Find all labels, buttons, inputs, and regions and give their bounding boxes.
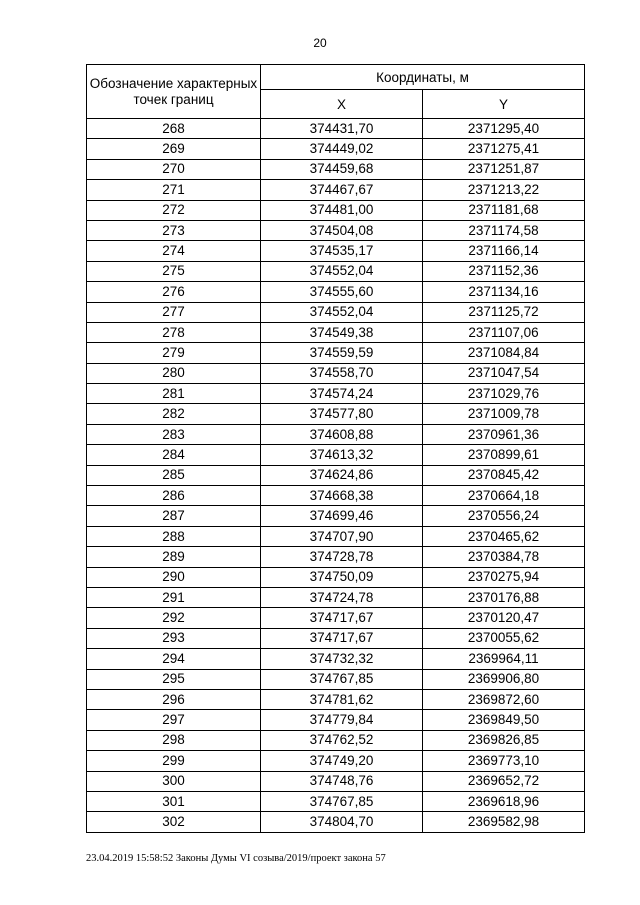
x-coordinate-cell: 374613,32 xyxy=(261,445,423,465)
x-coordinate-cell: 374750,09 xyxy=(261,567,423,587)
y-coordinate-cell: 2370275,94 xyxy=(423,567,585,587)
table-row xyxy=(87,180,585,200)
point-id-cell: 285 xyxy=(87,465,261,485)
x-coordinate-cell: 374559,59 xyxy=(261,343,423,363)
x-coordinate-cell: 374552,04 xyxy=(261,261,423,281)
y-coordinate-cell: 2370556,24 xyxy=(423,506,585,526)
header-point-designation: Обозначение характерных точек границ xyxy=(87,65,261,119)
x-coordinate-cell: 374467,67 xyxy=(261,180,423,200)
x-coordinate-cell: 374804,70 xyxy=(261,812,423,832)
x-coordinate-cell: 374574,24 xyxy=(261,384,423,404)
point-id-cell: 275 xyxy=(87,261,261,281)
point-id-cell: 294 xyxy=(87,649,261,669)
point-id-cell: 300 xyxy=(87,771,261,791)
point-id-cell: 277 xyxy=(87,302,261,322)
point-id-cell: 286 xyxy=(87,486,261,506)
table-header xyxy=(87,65,585,119)
x-coordinate-cell: 374707,90 xyxy=(261,526,423,546)
point-id-cell: 282 xyxy=(87,404,261,424)
x-coordinate-cell: 374535,17 xyxy=(261,241,423,261)
table-row xyxy=(87,567,585,587)
point-id-cell: 272 xyxy=(87,200,261,220)
y-coordinate-cell: 2369964,11 xyxy=(423,649,585,669)
point-id-cell: 288 xyxy=(87,526,261,546)
y-coordinate-cell: 2371009,78 xyxy=(423,404,585,424)
table-row xyxy=(87,159,585,179)
y-coordinate-cell: 2369618,96 xyxy=(423,791,585,811)
y-coordinate-cell: 2371084,84 xyxy=(423,343,585,363)
table-row xyxy=(87,302,585,322)
x-coordinate-cell: 374555,60 xyxy=(261,282,423,302)
point-id-cell: 271 xyxy=(87,180,261,200)
table-row xyxy=(87,751,585,771)
table-row xyxy=(87,689,585,709)
x-coordinate-cell: 374732,32 xyxy=(261,649,423,669)
point-id-cell: 290 xyxy=(87,567,261,587)
x-coordinate-cell: 374608,88 xyxy=(261,424,423,444)
y-coordinate-cell: 2370055,62 xyxy=(423,628,585,648)
table-row xyxy=(87,119,585,139)
header-x: X xyxy=(261,90,423,119)
point-id-cell: 273 xyxy=(87,220,261,240)
y-coordinate-cell: 2369872,60 xyxy=(423,689,585,709)
x-coordinate-cell: 374748,76 xyxy=(261,771,423,791)
x-coordinate-cell: 374767,85 xyxy=(261,669,423,689)
table-row xyxy=(87,669,585,689)
footer-stamp: 23.04.2019 15:58:52 Законы Думы VI созыва/2019/проект закона 57 xyxy=(86,853,386,864)
table-row xyxy=(87,241,585,261)
point-id-cell: 270 xyxy=(87,159,261,179)
table-row xyxy=(87,322,585,342)
point-id-cell: 296 xyxy=(87,689,261,709)
table-row xyxy=(87,649,585,669)
x-coordinate-cell: 374577,80 xyxy=(261,404,423,424)
y-coordinate-cell: 2371047,54 xyxy=(423,363,585,383)
point-id-cell: 279 xyxy=(87,343,261,363)
y-coordinate-cell: 2369906,80 xyxy=(423,669,585,689)
table-row xyxy=(87,791,585,811)
x-coordinate-cell: 374549,38 xyxy=(261,322,423,342)
y-coordinate-cell: 2371174,58 xyxy=(423,220,585,240)
x-coordinate-cell: 374717,67 xyxy=(261,608,423,628)
table-row xyxy=(87,812,585,832)
x-coordinate-cell: 374724,78 xyxy=(261,587,423,607)
x-coordinate-cell: 374449,02 xyxy=(261,139,423,159)
table-row xyxy=(87,139,585,159)
point-id-cell: 281 xyxy=(87,384,261,404)
y-coordinate-cell: 2370845,42 xyxy=(423,465,585,485)
table-row xyxy=(87,445,585,465)
y-coordinate-cell: 2369849,50 xyxy=(423,710,585,730)
y-coordinate-cell: 2371213,22 xyxy=(423,180,585,200)
table-row xyxy=(87,424,585,444)
point-id-cell: 269 xyxy=(87,139,261,159)
x-coordinate-cell: 374459,68 xyxy=(261,159,423,179)
point-id-cell: 280 xyxy=(87,363,261,383)
x-coordinate-cell: 374558,70 xyxy=(261,363,423,383)
point-id-cell: 293 xyxy=(87,628,261,648)
y-coordinate-cell: 2371166,14 xyxy=(423,241,585,261)
point-id-cell: 301 xyxy=(87,791,261,811)
table-body xyxy=(87,119,585,833)
table-row xyxy=(87,486,585,506)
point-id-cell: 268 xyxy=(87,119,261,139)
y-coordinate-cell: 2370120,47 xyxy=(423,608,585,628)
table-row xyxy=(87,200,585,220)
y-coordinate-cell: 2370664,18 xyxy=(423,486,585,506)
table-row xyxy=(87,771,585,791)
point-id-cell: 299 xyxy=(87,751,261,771)
y-coordinate-cell: 2371107,06 xyxy=(423,322,585,342)
x-coordinate-cell: 374781,62 xyxy=(261,689,423,709)
x-coordinate-cell: 374431,70 xyxy=(261,119,423,139)
x-coordinate-cell: 374779,84 xyxy=(261,710,423,730)
table-row xyxy=(87,547,585,567)
y-coordinate-cell: 2369652,72 xyxy=(423,771,585,791)
y-coordinate-cell: 2371275,41 xyxy=(423,139,585,159)
x-coordinate-cell: 374767,85 xyxy=(261,791,423,811)
x-coordinate-cell: 374717,67 xyxy=(261,628,423,648)
header-y: Y xyxy=(423,90,585,119)
x-coordinate-cell: 374699,46 xyxy=(261,506,423,526)
table-row xyxy=(87,404,585,424)
point-id-cell: 276 xyxy=(87,282,261,302)
point-id-cell: 289 xyxy=(87,547,261,567)
y-coordinate-cell: 2371251,87 xyxy=(423,159,585,179)
point-id-cell: 278 xyxy=(87,322,261,342)
table-row xyxy=(87,220,585,240)
y-coordinate-cell: 2370465,62 xyxy=(423,526,585,546)
x-coordinate-cell: 374728,78 xyxy=(261,547,423,567)
point-id-cell: 287 xyxy=(87,506,261,526)
coordinates-table xyxy=(86,64,585,833)
point-id-cell: 274 xyxy=(87,241,261,261)
table-row xyxy=(87,710,585,730)
y-coordinate-cell: 2370961,36 xyxy=(423,424,585,444)
y-coordinate-cell: 2371181,68 xyxy=(423,200,585,220)
y-coordinate-cell: 2371029,76 xyxy=(423,384,585,404)
point-id-cell: 297 xyxy=(87,710,261,730)
point-id-cell: 291 xyxy=(87,587,261,607)
point-id-cell: 283 xyxy=(87,424,261,444)
table-row xyxy=(87,282,585,302)
table-row xyxy=(87,261,585,281)
point-id-cell: 295 xyxy=(87,669,261,689)
table-row xyxy=(87,506,585,526)
table-row xyxy=(87,608,585,628)
y-coordinate-cell: 2371295,40 xyxy=(423,119,585,139)
y-coordinate-cell: 2369773,10 xyxy=(423,751,585,771)
x-coordinate-cell: 374762,52 xyxy=(261,730,423,750)
table-row xyxy=(87,343,585,363)
table-row xyxy=(87,526,585,546)
x-coordinate-cell: 374749,20 xyxy=(261,751,423,771)
table-row xyxy=(87,384,585,404)
y-coordinate-cell: 2370384,78 xyxy=(423,547,585,567)
y-coordinate-cell: 2370899,61 xyxy=(423,445,585,465)
y-coordinate-cell: 2369582,98 xyxy=(423,812,585,832)
x-coordinate-cell: 374504,08 xyxy=(261,220,423,240)
table-row xyxy=(87,730,585,750)
point-id-cell: 292 xyxy=(87,608,261,628)
y-coordinate-cell: 2371134,16 xyxy=(423,282,585,302)
y-coordinate-cell: 2371125,72 xyxy=(423,302,585,322)
x-coordinate-cell: 374624,86 xyxy=(261,465,423,485)
x-coordinate-cell: 374552,04 xyxy=(261,302,423,322)
point-id-cell: 284 xyxy=(87,445,261,465)
header-coordinates: Координаты, м xyxy=(261,65,585,90)
table-row xyxy=(87,465,585,485)
y-coordinate-cell: 2370176,88 xyxy=(423,587,585,607)
point-id-cell: 298 xyxy=(87,730,261,750)
y-coordinate-cell: 2369826,85 xyxy=(423,730,585,750)
table-row xyxy=(87,628,585,648)
table-row xyxy=(87,363,585,383)
x-coordinate-cell: 374668,38 xyxy=(261,486,423,506)
page-number: 20 xyxy=(313,36,327,50)
x-coordinate-cell: 374481,00 xyxy=(261,200,423,220)
table-row xyxy=(87,587,585,607)
y-coordinate-cell: 2371152,36 xyxy=(423,261,585,281)
point-id-cell: 302 xyxy=(87,812,261,832)
